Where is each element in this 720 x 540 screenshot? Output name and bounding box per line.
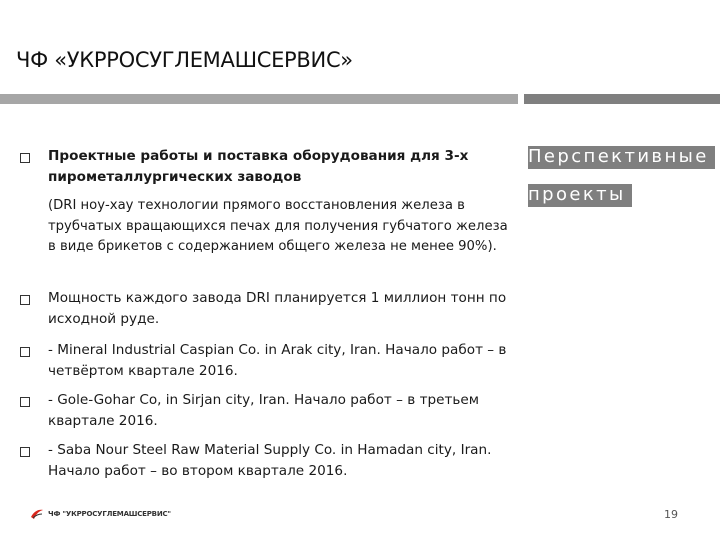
- company-logo: [30, 508, 171, 520]
- title-divider-right: [524, 94, 720, 104]
- bullet-icon: [20, 447, 30, 457]
- side-label-line2: проекты: [528, 184, 632, 207]
- list-item: Проектные работы и поставка оборудования для 3-х пирометаллургических заводов: [48, 148, 469, 185]
- bullet-icon: [20, 397, 30, 407]
- logo-swoosh-icon: [30, 508, 44, 520]
- list-item: - Mineral Industrial Caspian Co. in Arak city, Iran. Начало работ – в четвёртом квартале 2016.: [48, 342, 507, 379]
- side-label-line1: Перспективные: [528, 146, 715, 169]
- list-item: - Saba Nour Steel Raw Material Supply Co. in Hamadan city, Iran. Начало работ – во втором квартале 2016.: [48, 442, 492, 479]
- title-divider-left: [0, 94, 518, 104]
- slide-title: ЧФ «УКРРОСУГЛЕМАШСЕРВИС»: [16, 48, 353, 72]
- list-item: Мощность каждого завода DRI планируется 1 миллион тонн по исходной руде.: [48, 290, 507, 327]
- bullet-icon: [20, 295, 30, 305]
- list-item-note: (DRI ноу-хау технологии прямого восстановления железа в трубчатых вращающихся печах для получения губчатого железа в виде брикетов с содержанием общего железа не менее 90%).: [48, 198, 508, 254]
- bullet-icon: [20, 153, 30, 163]
- page-number: 19: [664, 508, 678, 521]
- bullet-icon: [20, 347, 30, 357]
- logo-text: ЧФ "УКРРОСУГЛЕМАШСЕРВИС": [48, 510, 171, 518]
- list-item: - Gole-Gohar Co, in Sirjan city, Iran. Начало работ – в третьем квартале 2016.: [48, 392, 480, 429]
